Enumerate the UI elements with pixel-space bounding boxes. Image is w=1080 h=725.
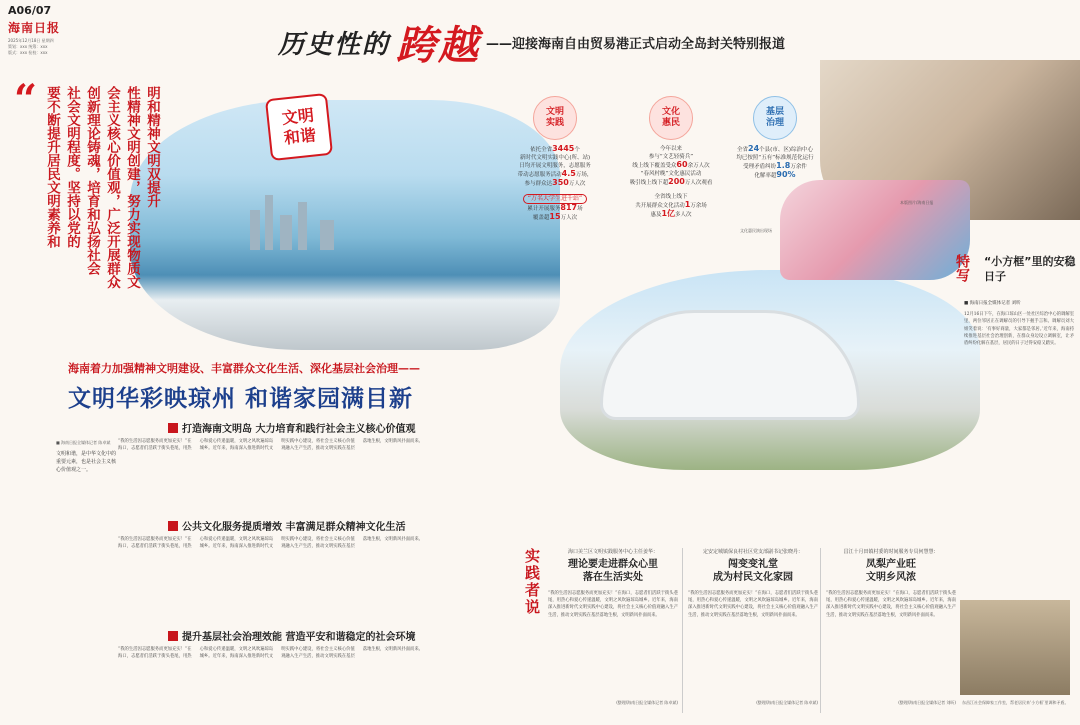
- pull-quote: [14, 76, 160, 310]
- card-kicker: 昌江十月田镇村委的时间服务专员何慧慧：: [843, 549, 939, 555]
- stat-block: 全省24个县(市、区)综治中心 均已按照“五有”标准规范化运行 受理矛盾纠纷1.8万余件 化解率超90%: [736, 144, 814, 179]
- section-heading: [168, 518, 405, 533]
- card-body: “我的生活因志愿服务而更加充实！”在海口，志愿者们活跃于街头巷尾，用热心和爱心传递温暖，文明之风吹遍琼岛城乡。近年来，海南深入推进新时代文明实践中心建设，将社会主义核心价值观融入生产生活，推动文明实践在基层落地生根，文明新风扑面而来。: [548, 591, 678, 618]
- card-kicker: 海口美兰区文明实践服务中心主任姜华：: [567, 549, 658, 555]
- quote-columns: [44, 86, 160, 306]
- section-marker: [168, 521, 178, 531]
- quote-column: 明和精神文明双提升: [144, 86, 160, 208]
- practice-card: [826, 548, 956, 706]
- badge-line2: 和谐: [283, 125, 317, 148]
- masthead-meta: [8, 38, 88, 56]
- practice-label: 实践者说: [523, 548, 541, 616]
- bottom-photo: [960, 600, 1070, 695]
- quote-column: 性精神文明创建，努力实现物质文: [124, 86, 140, 289]
- badge-text: [281, 105, 317, 148]
- hero-subtitle: ——迎接海南自由贸易港正式启动全岛封关特别报道: [486, 37, 786, 52]
- feature-byline: ■ 海南日报全媒体记者 刘昕: [964, 301, 1021, 306]
- hero-title-part2: 跨越: [396, 22, 481, 69]
- photo-caption: 文化惠民演出现场: [740, 228, 772, 233]
- masthead: [8, 4, 88, 56]
- card-body: “我的生活因志愿服务而更加充实！”在海口，志愿者们活跃于街头巷尾，用热心和爱心传递温暖，文明之风吹遍琼岛城乡。近年来，海南深入推进新时代文明实践中心建设，将社会主义核心价值观融入生产生活，推动文明实践在基层落地生根，文明新风扑面而来。: [688, 591, 818, 618]
- quote-column: 社会文明程度。坚持以党的: [64, 86, 80, 248]
- meta-line: 策划：xxx 统筹：xxx: [8, 44, 48, 49]
- photo-caption: 东昌江社会保障家工作室，帮老居民来‘小方框’里调和矛盾。: [962, 700, 1069, 705]
- building-photo: [560, 270, 980, 470]
- practice-card: [688, 548, 818, 706]
- stat-column-governance: [710, 96, 840, 180]
- feature-label: 特写: [954, 254, 970, 282]
- hero-title-part1: 历史性的: [278, 30, 391, 60]
- main-headline: 文明华彩映琼州 和谐家园满目新: [68, 386, 414, 412]
- section-body: “我的生活因志愿服务而更加充实！”在海口，志愿者们活跃于街头巷尾，用热心和爱心传递温暖，文明之风吹遍琼岛城乡。近年来，海南深入推进新时代文明实践中心建设，将社会主义核心价值观融入生产生活，推动文明实践在基层落地生根，文明新风扑面而来。: [118, 439, 423, 452]
- quote-column: 会主义核心价值观，广泛开展群众: [104, 86, 120, 289]
- program-pill: “万名大学生进千站”: [523, 194, 587, 204]
- quote-mark: “: [14, 76, 38, 123]
- byline: ■ 海南日报全媒体记者 陈卓斌: [56, 440, 111, 445]
- card-credit: (整理/海南日报全媒体记者 陈卓斌): [756, 700, 818, 705]
- card-title: 凤梨产业旺 文明乡风浓: [866, 559, 916, 583]
- stat-block: 今年以来 参与“文艺轻骑兵” 线上线下覆盖受众60余万人次 “春风村晚”文化惠民活动 吸引线上线下超200万人次观看 全省线上线下 共开展群众文化活动1万余场 惠及1亿多人次: [629, 146, 713, 218]
- intro-column: [56, 440, 116, 720]
- badge-line1: 文明: [280, 105, 315, 128]
- section-title: 提升基层社会治理效能 营造平安和谐稳定的社会环境: [182, 632, 416, 643]
- column-divider: [820, 548, 821, 713]
- stat-column-practice: [490, 96, 620, 222]
- headline-kicker: 海南着力加强精神文明建设、丰富群众文化生活、深化基层社会治理——: [68, 362, 420, 375]
- quote-column: 要不断提升居民文明素养和: [44, 86, 60, 248]
- card-title: 理论要走进群众心里 落在生活实处: [568, 559, 658, 583]
- column-divider: [682, 548, 683, 713]
- main-headline-block: [68, 360, 568, 413]
- stat-block: 依托全省3445个 新时代文明实践中心(所、站) 日均开展文明服务，志愿服务 带动志愿服务活动4.5万场， 参与群众达350万人次 “万名大学生进千站” 累计开展服务817场 覆盖超15万人次: [517, 144, 593, 221]
- section-heading: [168, 628, 415, 643]
- practice-card: [548, 548, 678, 706]
- meta-line: 版式：xxx 检校：xxx: [8, 50, 48, 55]
- section-body: “我的生活因志愿服务而更加充实！”在海口，志愿者们活跃于街头巷尾，用热心和爱心传递温暖，文明之风吹遍琼岛城乡。近年来，海南深入推进新时代文明实践中心建设，将社会主义核心价值观融入生产生活，推动文明实践在基层落地生根，文明新风扑面而来。: [118, 647, 423, 660]
- feature-body: [964, 300, 1074, 600]
- feature-title: “小方框”里的安稳日子: [984, 255, 1076, 283]
- circle-label: 文明 实践: [545, 107, 564, 128]
- card-credit: (整理/海南日报全媒体记者 刘昕): [898, 700, 956, 705]
- page-number: A06/07: [8, 4, 52, 17]
- section-title: 公共文化服务提质增效 丰富满足群众精神文化生活: [182, 522, 406, 533]
- hero-title: [278, 14, 785, 71]
- card-title: 闯变变礼堂 成为村民文化家园: [713, 559, 793, 583]
- opera-photo: [780, 180, 970, 280]
- card-credit: (整理/海南日报全媒体记者 陈卓斌): [616, 700, 678, 705]
- newspaper-logo: 海南日报: [8, 21, 61, 35]
- card-body: “我的生活因志愿服务而更加充实！”在海口，志愿者们活跃于街头巷尾，用热心和爱心传递温暖，文明之风吹遍琼岛城乡。近年来，海南深入推进新时代文明实践中心建设，将社会主义核心价值观融入生产生活，推动文明实践在基层落地生根，文明新风扑面而来。: [826, 591, 956, 618]
- meta-line: 2025年12月18日 星期四: [8, 38, 54, 43]
- photo-caption: 本版图片/海南日报: [900, 200, 934, 205]
- circle-badge: [649, 96, 693, 140]
- feature-text: 12月16日下午，在海口琼山区一处社区综治中心的调解室里，两位邻居正在调解员的引导下握手言和。调解员刘大姐笑着说：‘有事好商量，大家都是邻居。’近年来，海南持续推进基层社会治理创新，在群众身边设立调解室，让矛盾纠纷化解在基层，居民的日子过得安稳又踏实。: [964, 312, 1074, 347]
- civilization-badge: [265, 93, 333, 161]
- section-body: “我的生活因志愿服务而更加充实！”在海口，志愿者们活跃于街头巷尾，用热心和爱心传递温暖，文明之风吹遍琼岛城乡。近年来，海南深入推进新时代文明实践中心建设，将社会主义核心价值观融入生产生活，推动文明实践在基层落地生根，文明新风扑面而来。: [118, 537, 423, 550]
- section-marker: [168, 423, 178, 433]
- section-title: 打造海南文明岛 大力培育和践行社会主义核心价值观: [182, 424, 416, 435]
- circle-badge: [753, 96, 797, 140]
- section-heading: [168, 420, 415, 435]
- section-marker: [168, 631, 178, 641]
- lede-text: 文明和谐，是中华文化中的重要元素，也是社会主义核心价值观之一。: [56, 451, 117, 473]
- quote-column: 创新理论铸魂，培育和弘扬社会: [84, 86, 100, 275]
- circle-label: 文化 惠民: [661, 107, 680, 128]
- circle-label: 基层 治理: [765, 107, 784, 128]
- card-kicker: 定安定城镇保良村社区党支部副书记张晓丹：: [702, 549, 803, 555]
- circle-badge: [533, 96, 577, 140]
